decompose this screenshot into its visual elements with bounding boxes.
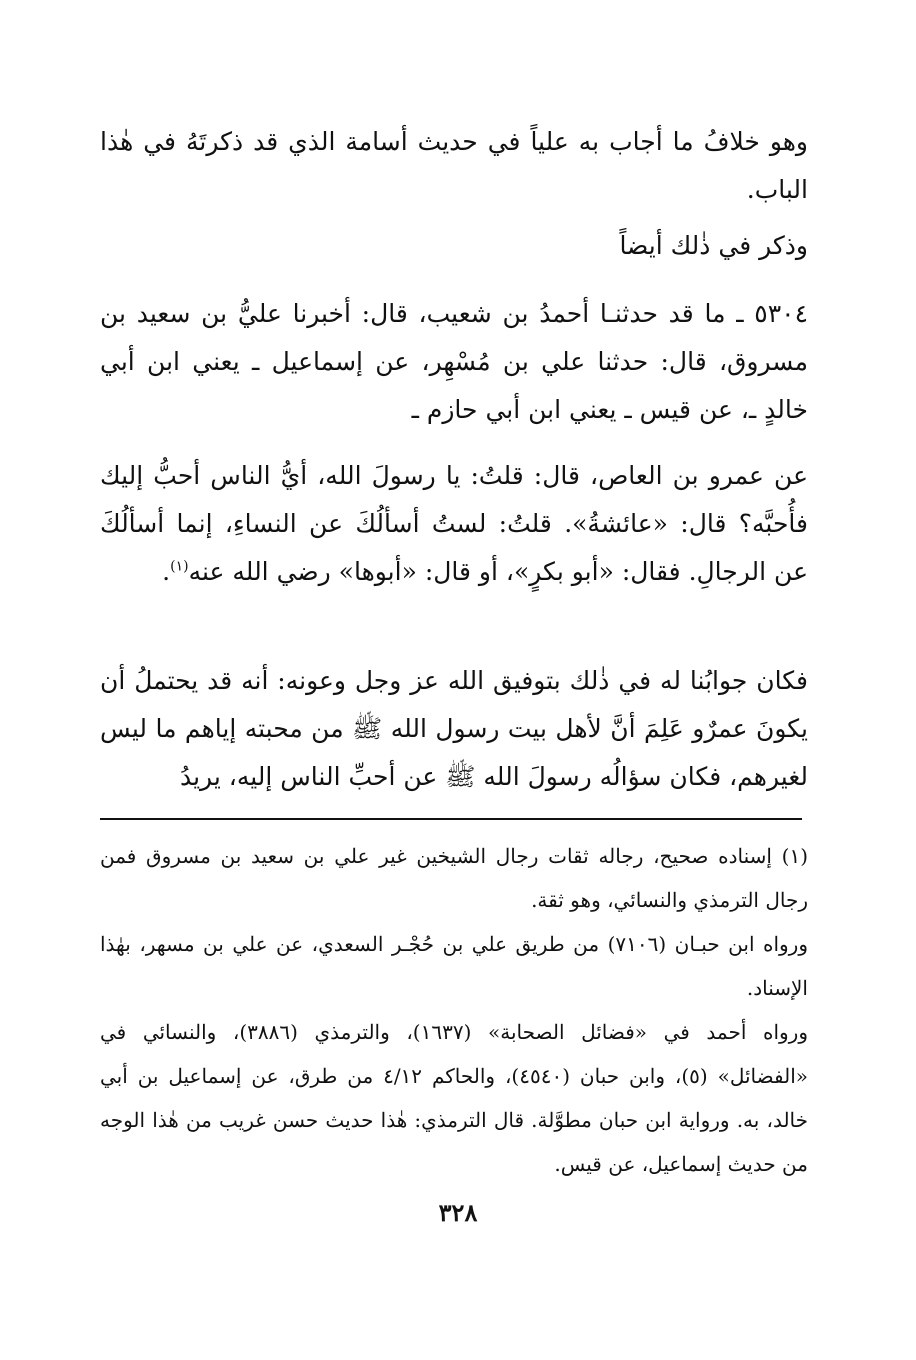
- paragraph-hadith: [100, 452, 808, 596]
- footnote-reference[interactable]: (١): [170, 558, 189, 575]
- paragraph-isnad: ٥٣٠٤ ـ ما قد حدثنـا أحمدُ بن شعيب، قال: أخبرنا عليُّ بن سعيد بن مسروق، قال: حدثنا علي بن مُسْهِر، عن إسماعيل ـ يعني ابن أبي خالدٍ ـ، عن قيس ـ يعني ابن أبي حازم ـ: [100, 299, 808, 424]
- paragraph-intro: وهو خلافُ ما أجاب به علياً في حديث أسامة الذي قد ذكرتَهُ في هٰذا الباب.: [100, 127, 808, 204]
- footnote-3: ورواه أحمد في «فضائل الصحابة» (١٦٣٧)، والترمذي (٣٨٨٦)، والنسائي في «الفضائل» (٥)، وابن حبان (٤٥٤٠)، والحاكم ٤/١٢ من طرق، عن إسماعيل بن أبي خالد، به. ورواية ابن حبان مطوَّلة. قال الترمذي: هٰذا حديث حسن غريب من هٰذا الوجه من حديث إسماعيل، عن قيس.: [100, 1020, 809, 1176]
- paragraph-end-mark: .: [162, 557, 171, 586]
- hadith-text: عن عمرو بن العاص، قال: قلتُ: يا رسولَ الله، أيُّ الناس أحبُّ إليك فأُحبَّه؟ قال: «عائشةُ». قلتُ: لستُ أسألُكَ عن النساءِ، إنما أسألُكَ عن الرجالِ. فقال: «أبو بكرٍ»، أو قال: «أبوها» رضي الله عنه: [100, 461, 808, 586]
- paragraph-commentary: فكان جوابُنا له في ذٰلك بتوفيق الله عز وجل وعونه: أنه قد يحتملُ أن يكونَ عمرٌو عَلِمَ أنَّ لأهل بيت رسول الله ﷺ من محبته إياهم ما ليس لغيرهم، فكان سؤالُه رسولَ الله ﷺ عن أحبِّ الناس إليه، يريدُ: [100, 666, 808, 791]
- footnote-2: ورواه ابن حبـان (٧١٠٦) من طريق علي بن حُجْـر السعدي، عن علي بن مسهر، بهٰذا الإسناد.: [100, 932, 808, 1000]
- footnote-1: (١) إسناده صحيح، رجاله ثقات رجال الشيخين غير علي بن سعيد بن مسروق فمن رجال الترمذي والنسائي، وهو ثقة.: [100, 844, 808, 912]
- page-number: ٣٢٨: [438, 1198, 478, 1227]
- footnote-divider: [100, 818, 802, 820]
- paragraph-heading: وذكر في ذٰلك أيضاً: [619, 231, 808, 260]
